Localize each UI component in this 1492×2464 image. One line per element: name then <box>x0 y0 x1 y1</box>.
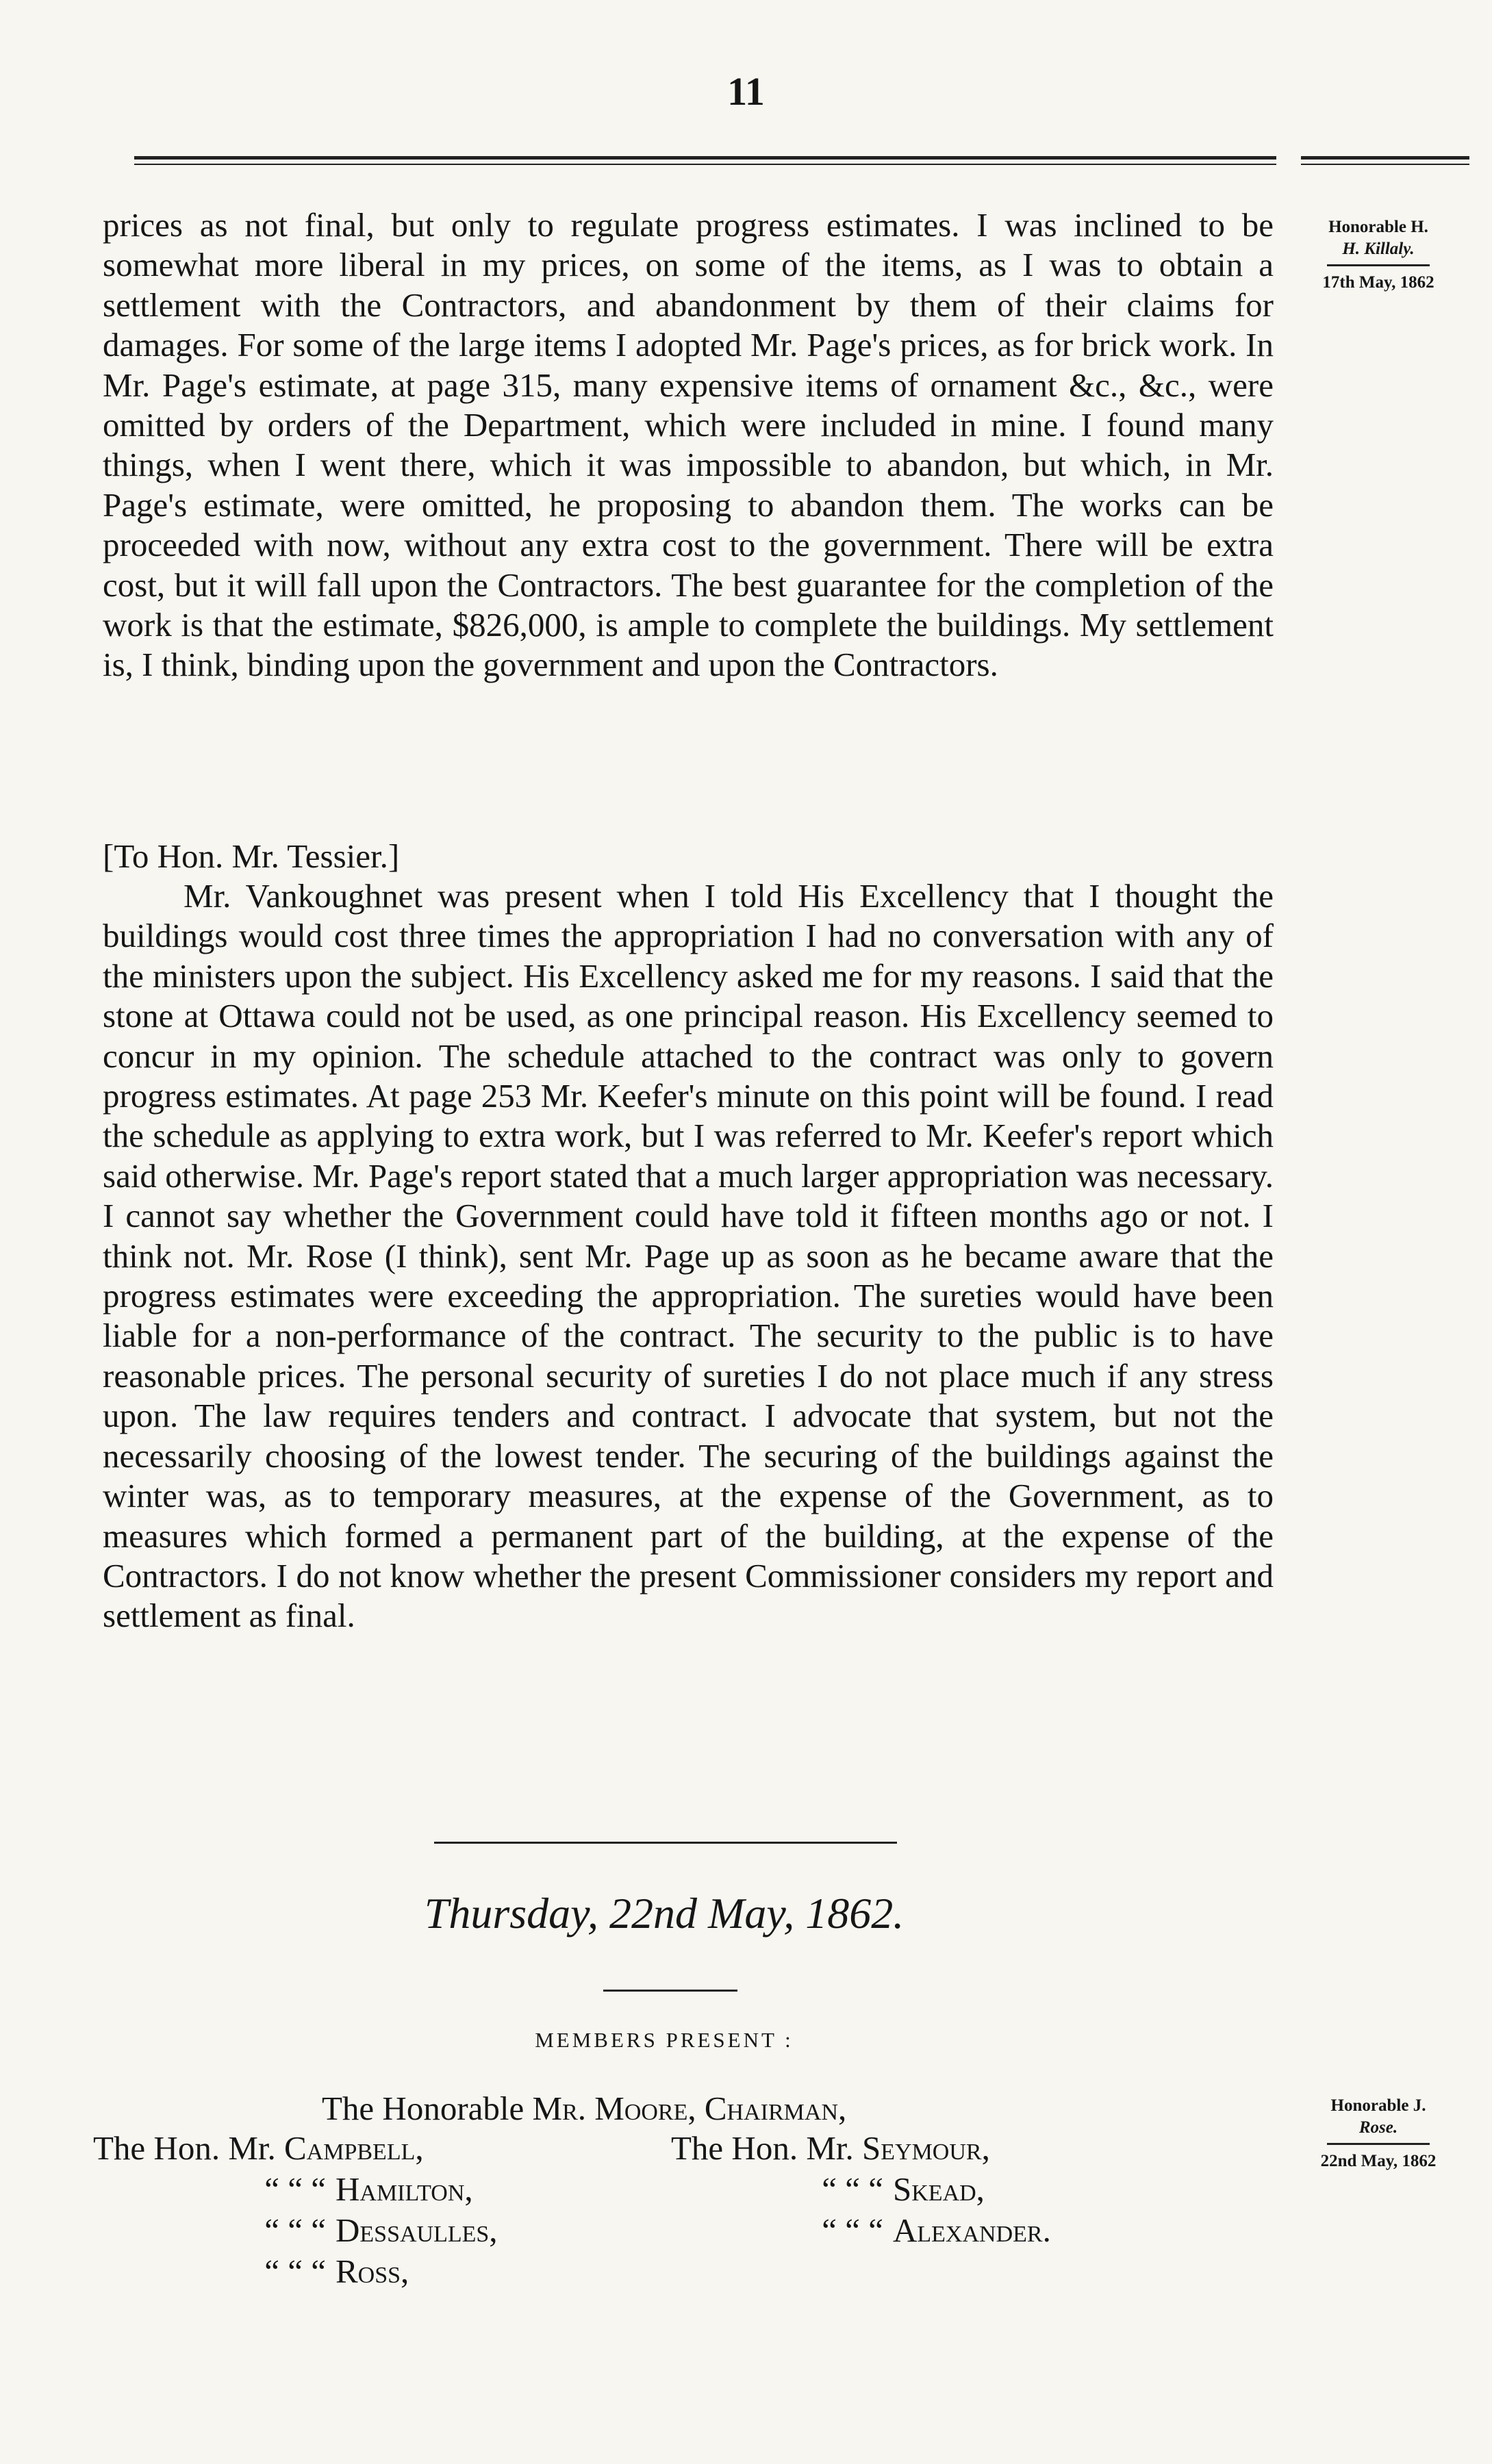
member-entry <box>93 2210 655 2251</box>
chair-name: Mr. Moore, <box>532 2090 696 2127</box>
member-entry <box>93 2169 655 2210</box>
margin-note-killaly <box>1279 216 1478 294</box>
member-prefix: The Hon. Mr. <box>671 2129 854 2167</box>
margin-note-name-line2: H. Killaly. <box>1342 240 1415 258</box>
member-entry <box>93 2251 655 2292</box>
margin-note-date: 17th May, 1862 <box>1322 273 1434 292</box>
section-divider <box>434 1842 897 1844</box>
ditto-marks: “ “ “ <box>822 2170 883 2208</box>
margin-note-name-line1: Honorable H. <box>1328 218 1428 236</box>
chair-prefix: The Honorable <box>322 2090 524 2127</box>
member-name: Alexander. <box>893 2211 1051 2249</box>
testimony-paragraph-1 <box>103 205 1274 685</box>
chair-role: Chairman, <box>704 2090 847 2127</box>
member-name: Hamilton, <box>336 2170 473 2208</box>
margin-note-divider <box>1327 2143 1430 2145</box>
margin-note-rose <box>1279 2095 1478 2172</box>
ditto-marks: “ “ “ <box>822 2211 883 2249</box>
direction-text: [To Hon. Mr. Tessier.] <box>103 837 400 875</box>
ditto-marks: “ “ “ <box>264 2211 326 2249</box>
header-rule <box>134 156 1276 171</box>
member-name: Ross, <box>336 2252 409 2290</box>
member-entry <box>671 2128 1232 2169</box>
date-underline <box>603 1990 737 1992</box>
chairman-line <box>322 2088 846 2129</box>
paragraph-text: prices as not final, but only to regulate progress estimates. I was inclined to be somewhat more liberal in my prices, on some of the items, as I was to obtain a settlement with the Contractors, and abandonment by them of their claims for damages. For some of the large items I adopted Mr. Page's prices, as for brick work. In Mr. Page's estimate, at page 315, many expensive items of ornament &c., &c., were omitted by orders of the Department, which were included in mine. I found many things, when I went there, which it was impossible to abandon, but which, in Mr. Page's estimate, were omitted, he proposing to abandon them. The works can be proceeded with now, without any extra cost to the government. There will be extra cost, but it will fall upon the Contractors. The best guarantee for the completion of the work is that the estimate, $826,000, is ample to complete the buildings. My settlement is, I think, binding upon the government and upon the Contractors. <box>103 206 1274 684</box>
ditto-marks: “ “ “ <box>264 2170 326 2208</box>
margin-header-rule <box>1301 156 1469 171</box>
margin-note-name-line1: Honorable J. <box>1330 2096 1426 2115</box>
member-entry <box>93 2128 655 2169</box>
member-entry <box>671 2210 1232 2251</box>
page-number: 11 <box>727 69 765 114</box>
member-entry <box>671 2169 1232 2210</box>
testimony-paragraph-2 <box>103 876 1274 1636</box>
ditto-marks: “ “ “ <box>264 2252 326 2290</box>
margin-note-name-line2: Rose. <box>1358 2118 1398 2137</box>
member-name: Campbell, <box>284 2129 424 2167</box>
member-name: Seymour, <box>862 2129 990 2167</box>
member-prefix: The Hon. Mr. <box>93 2129 276 2167</box>
margin-note-date: 22nd May, 1862 <box>1320 2152 1437 2170</box>
witness-direction <box>103 837 1274 876</box>
paragraph-text: Mr. Vankoughnet was present when I told His Excellency that I thought the buildings would cost three times the appropriation I had no conversation with any of the ministers upon the subject. His Excellency asked me for my reasons. I said that the stone at Ottawa could not be used, as one principal reason. His Excellency seemed to concur in my opinion. The schedule attached to the contract was only to govern progress estimates. At page 253 Mr. Keefer's minute on this point will be found. I read the schedule as applying to extra work, but I was referred to Mr. Keefer's report which said otherwise. Mr. Page's report stated that a much larger appropriation was necessary. I cannot say whether the Government could have told it fifteen months ago or not. I think not. Mr. Rose (I think), sent Mr. Page up as soon as he became aware that the progress estimates were exceeding the appropriation. The sureties would have been liable for a non-performance of the contract. The security to the public is to have reasonable prices. The personal security of sureties I do not place much if any stress upon. The law requires tenders and contract. I advocate that system, but not the necessarily choosing of the lowest tender. The securing of the buildings against the winter was, as to temporary measures, at the expense of the Government, as to measures which formed a permanent part of the building, at the expense of the Contractors. I do not know whether the present Commissioner considers my report and settlement as final. <box>103 877 1274 1635</box>
session-date-heading: Thursday, 22nd May, 1862. <box>424 1889 905 1938</box>
margin-note-divider <box>1327 264 1430 266</box>
member-name: Dessaulles, <box>336 2211 498 2249</box>
member-name: Skead, <box>893 2170 985 2208</box>
members-present-heading: MEMBERS PRESENT : <box>535 2028 794 2052</box>
